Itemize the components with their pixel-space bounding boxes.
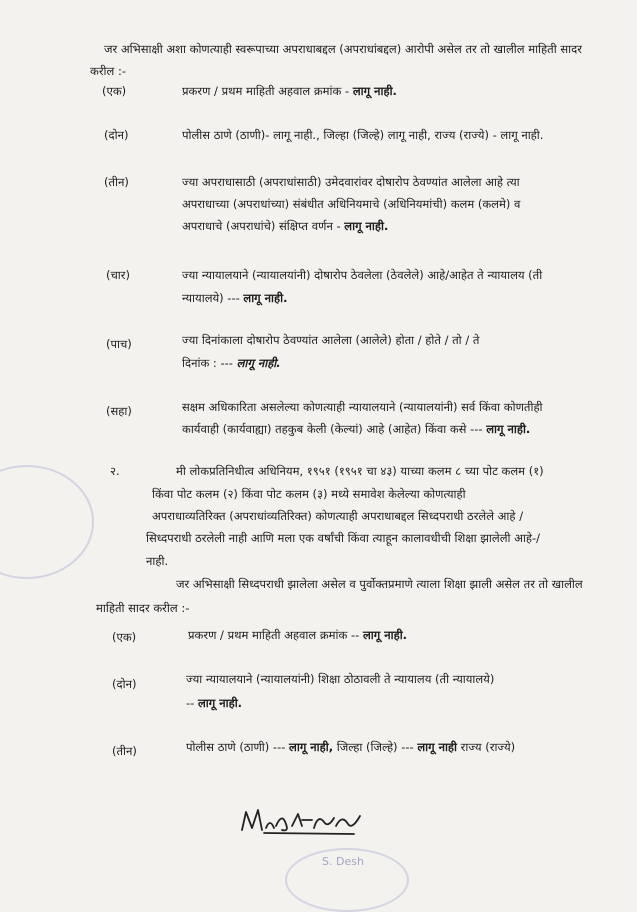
conv-item-2-label: -- [186, 696, 195, 710]
item-5-line-1: ज्या दिनांकाला दोषारोप ठेवण्यांत आलेला (आलेले) होता / होते / तो / ते [182, 333, 480, 347]
conv-item-1-value: लागू नाही. [362, 628, 408, 642]
item-4-line-2 [182, 291, 287, 305]
item-5-line-2 [182, 356, 281, 370]
item-5-label: दिनांक : --- [182, 356, 233, 370]
item-3-line-3 [182, 219, 388, 233]
conv-item-2-line-1: ज्या न्यायालयाने (न्यायालयांनी) शिक्षा ठोठावली ते न्यायालय (ती न्यायालये) [186, 672, 495, 686]
item-4-line-1: ज्या न्यायालयाने (न्यायालयांनी) दोषारोप ठेवलेला (ठेवलेले) आहे/आहेत ते न्यायालय (ती [182, 268, 543, 282]
item-4-value: लागू नाही. [243, 291, 288, 305]
conv-item-3-text [186, 740, 515, 754]
item-4-label: न्यायालये) --- [182, 291, 240, 305]
conv-item-3-end: राज्य (राज्ये) [460, 740, 516, 754]
item-5-number: (पाच) [106, 337, 132, 351]
conv-item-2-line-2 [186, 696, 242, 710]
conv-item-1-text [188, 628, 407, 642]
item-1-value: लागू नाही. [352, 84, 397, 98]
item-2-text: पोलीस ठाणे (ठाणी)- लागू नाही., जिल्हा (जिल्हे) लागू नाही, राज्य (राज्ये) - लागू नाही. [182, 128, 544, 142]
conv-item-3-number: (तीन) [112, 744, 137, 758]
item-3-value: लागू नाही. [344, 219, 389, 233]
conv-item-3-value-2: लागू नाही [417, 740, 458, 754]
item-1-label: प्रकरण / प्रथम माहिती अहवाल क्रमांक - [182, 84, 350, 98]
item-6-label: कार्यवाही (कार्यवाह्या) तहकुब केली (केल्यां) आहे (आहेत) किंवा कसे --- [182, 422, 483, 436]
item-3-label: अपराधाचे (अपराधांचे) संक्षिप्त वर्णन - [182, 219, 341, 233]
item-5-value: लागू नाही. [236, 356, 281, 370]
section-2-line-2: किंवा पोट कलम (२) किंवा पोट कलम (३) मध्ये समावेश केलेल्या कोणत्याही [152, 487, 466, 501]
item-6-value: लागू नाही. [486, 422, 531, 436]
stamp-text: S. Desh [322, 855, 364, 868]
conv-item-2-value: लागू नाही. [197, 696, 243, 710]
item-6-line-2 [182, 422, 530, 436]
conv-item-2-number: (दोन) [112, 677, 137, 691]
stamp-ring-left [0, 465, 94, 579]
item-1-text [182, 84, 397, 98]
conv-item-3-value-1: लागू नाही, [289, 740, 334, 754]
section-2-intro-1: जर अभिसाक्षी सिध्दपराधी झालेला असेल व पुर्वोक्तप्रमाणे त्याला शिक्षा झाली असेल तर तो खालील [176, 577, 583, 591]
conv-item-1-label: प्रकरण / प्रथम माहिती अहवाल क्रमांक -- [188, 628, 360, 642]
conv-item-1-number: (एक) [112, 630, 137, 644]
section-2-line-5: नाही. [146, 554, 169, 568]
signature [236, 800, 376, 840]
intro-line-1: जर अभिसाक्षी अशा कोणत्याही स्वरूपाच्या अपराधाबद्दल (अपराधांबद्दल) आरोपी असेल तर तो खालील माहिती सादर [104, 42, 582, 56]
item-3-line-1: ज्या अपराधासाठी (अपराधांसाठी) उमेदवारांवर दोषारोप ठेवण्यांत आलेला आहे त्या [182, 175, 520, 189]
intro-line-2: करील :- [90, 64, 126, 78]
item-4-number: (चार) [106, 268, 130, 282]
item-2-number: (दोन) [104, 128, 129, 142]
conv-item-3-mid: जिल्हा (जिल्हे) --- [336, 740, 414, 754]
section-2-line-3: अपराधाव्यतिरिक्त (अपराधांव्यतिरिक्त) कोणत्याही अपराधाबद्दल सिध्दपराधी ठरलेले आहे / [152, 509, 524, 523]
conv-item-3-label: पोलीस ठाणे (ठाणी) --- [186, 740, 286, 754]
section-2-number: २. [110, 464, 120, 478]
item-3-line-2: अपराधाच्या (अपराधांच्या) संबंधीत अधिनियमाचे (अधिनियमांची) कलम (कलमे) व [182, 197, 521, 211]
section-2-line-1: मी लोकप्रतिनिधीत्व अधिनियम, १९५१ (१९५१ चा ४३) याच्या कलम ८ च्या पोट कलम (१) [176, 464, 544, 478]
item-6-line-1: सक्षम अधिकारिता असलेल्या कोणत्याही न्यायालयाने (न्यायालयांनी) सर्व किंवा कोणतीही [182, 400, 543, 414]
section-2-line-4: सिध्दपराधी ठरलेली नाही आणि मला एक वर्षांची किंवा त्याहून कालावधीची शिक्षा झालेली आहे-/ [146, 531, 541, 545]
item-3-number: (तीन) [104, 175, 129, 189]
item-6-number: (सहा) [106, 404, 132, 418]
item-1-number: (एक) [102, 84, 127, 98]
section-2-intro-2: माहिती सादर करील :- [96, 601, 190, 615]
